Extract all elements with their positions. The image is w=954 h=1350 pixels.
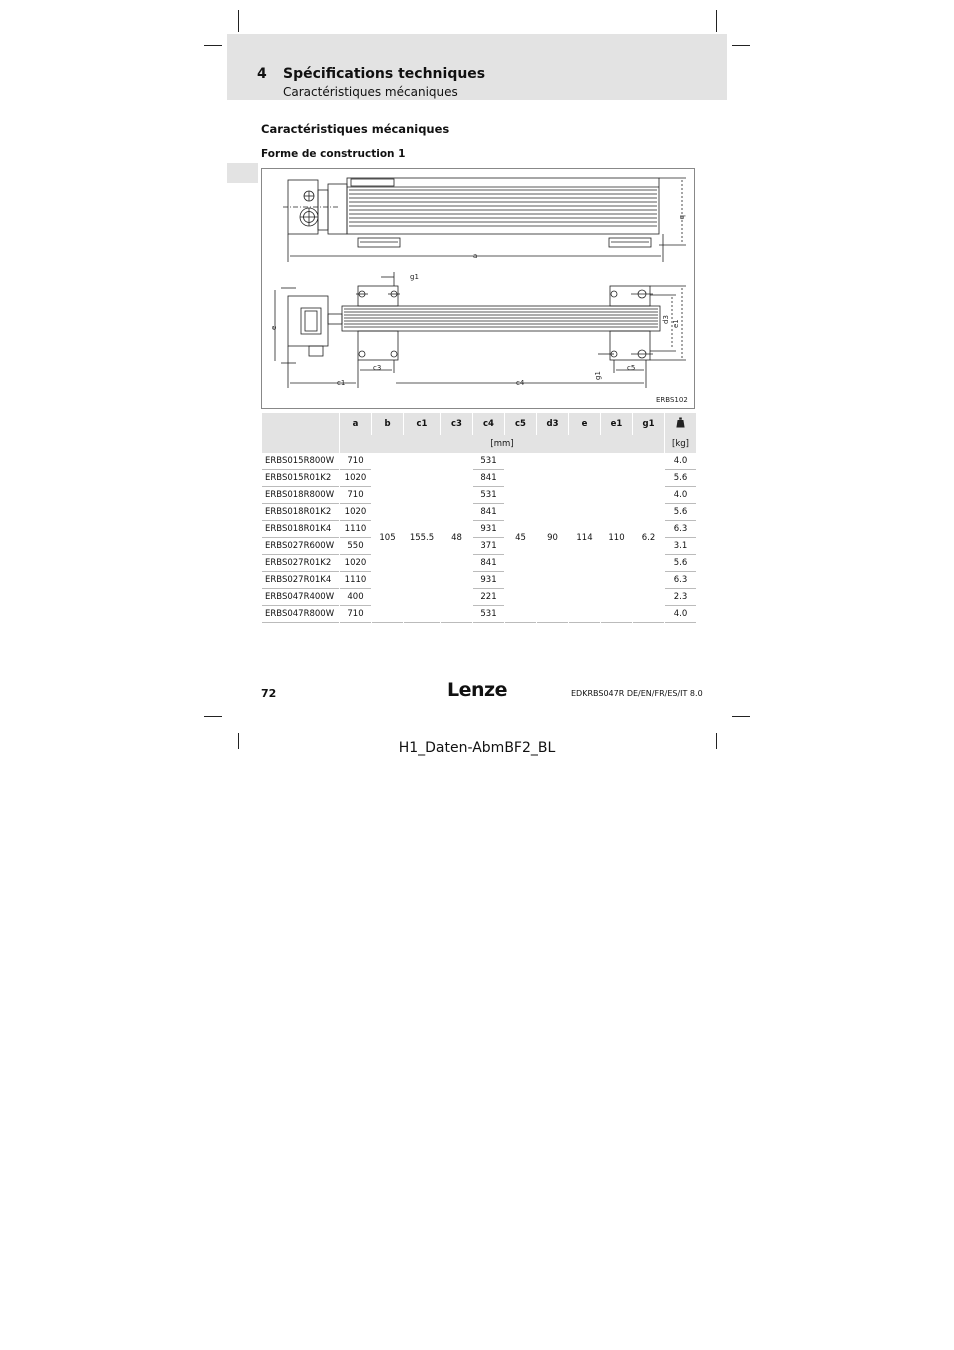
dim-label-d3: d3 — [662, 315, 670, 324]
cell-c4: 931 — [473, 521, 504, 538]
cell-weight: 2.3 — [665, 589, 696, 606]
col-header-a: a — [340, 413, 371, 435]
cell-weight: 4.0 — [665, 487, 696, 504]
table-row — [262, 453, 696, 470]
cell-a: 1020 — [340, 470, 371, 487]
cell-weight: 4.0 — [665, 453, 696, 470]
cell-model: ERBS018R800W — [262, 487, 339, 504]
table-header-row — [262, 413, 696, 435]
cell-weight: 5.6 — [665, 504, 696, 521]
dim-label-c5: c5 — [627, 364, 636, 372]
cell-model: ERBS015R01K2 — [262, 470, 339, 487]
cell-a: 1020 — [340, 555, 371, 572]
cell-c3: 48 — [441, 453, 472, 623]
cell-c4: 221 — [473, 589, 504, 606]
document-reference: EDKRBS047R DE/EN/FR/ES/IT 8.0 — [571, 689, 703, 698]
crop-mark — [716, 10, 717, 32]
cell-c4: 371 — [473, 538, 504, 555]
col-header-c1: c1 — [404, 413, 440, 435]
cell-b: 105 — [372, 453, 403, 623]
cell-model: ERBS027R600W — [262, 538, 339, 555]
crop-mark — [732, 716, 750, 717]
cell-weight: 4.0 — [665, 606, 696, 623]
col-header-c5: c5 — [505, 413, 536, 435]
cell-a: 550 — [340, 538, 371, 555]
dim-label-g1-bottom: g1 — [594, 371, 602, 380]
col-header-e1: e1 — [601, 413, 632, 435]
unit-mm: [mm] — [340, 435, 664, 453]
cell-c4: 841 — [473, 555, 504, 572]
col-header-e: e — [569, 413, 600, 435]
cell-e1: 110 — [601, 453, 632, 623]
cell-a: 1020 — [340, 504, 371, 521]
dimensions-table — [261, 413, 697, 623]
cell-c4: 931 — [473, 572, 504, 589]
dim-label-e1: e1 — [672, 319, 680, 328]
cell-weight: 5.6 — [665, 470, 696, 487]
cell-weight: 6.3 — [665, 572, 696, 589]
unit-kg: [kg] — [665, 435, 696, 453]
cell-a: 1110 — [340, 572, 371, 589]
cell-d3: 90 — [537, 453, 568, 623]
cell-g1: 6.2 — [633, 453, 664, 623]
col-header-b: b — [372, 413, 403, 435]
col-header-c4: c4 — [473, 413, 504, 435]
weight-icon — [676, 417, 685, 428]
cell-model: ERBS027R01K4 — [262, 572, 339, 589]
col-header-d3: d3 — [537, 413, 568, 435]
dim-label-c1: c1 — [337, 379, 346, 387]
col-header-g1: g1 — [633, 413, 664, 435]
technical-drawing — [261, 168, 695, 409]
chapter-subtitle: Caractéristiques mécaniques — [283, 85, 458, 99]
cell-a: 710 — [340, 453, 371, 470]
col-header-weight — [665, 413, 696, 435]
crop-mark — [732, 45, 750, 46]
cell-a: 400 — [340, 589, 371, 606]
dim-label-b: b — [678, 215, 686, 220]
cell-model: ERBS015R800W — [262, 453, 339, 470]
cell-weight: 5.6 — [665, 555, 696, 572]
dim-label-c3: c3 — [373, 364, 382, 372]
cell-model: ERBS047R800W — [262, 606, 339, 623]
cell-model: ERBS018R01K2 — [262, 504, 339, 521]
crop-mark — [204, 45, 222, 46]
cell-c5: 45 — [505, 453, 536, 623]
cell-c1: 155.5 — [404, 453, 440, 623]
dim-label-c4: c4 — [516, 379, 525, 387]
cell-c4: 531 — [473, 606, 504, 623]
cell-c4: 841 — [473, 504, 504, 521]
dim-label-e: e — [270, 325, 278, 330]
cell-a: 1110 — [340, 521, 371, 538]
cell-e: 114 — [569, 453, 600, 623]
cell-a: 710 — [340, 487, 371, 504]
cell-c4: 531 — [473, 453, 504, 470]
cell-a: 710 — [340, 606, 371, 623]
cell-model: ERBS018R01K4 — [262, 521, 339, 538]
drawing-ref: ERBS102 — [656, 396, 688, 404]
lenze-logo: Lenze — [447, 679, 507, 701]
section-title: Caractéristiques mécaniques — [261, 122, 450, 136]
crop-mark — [204, 716, 222, 717]
crop-mark — [238, 10, 239, 32]
chapter-title: Spécifications techniques — [283, 66, 486, 82]
col-header-c3: c3 — [441, 413, 472, 435]
cell-model: ERBS047R400W — [262, 589, 339, 606]
cell-c4: 841 — [473, 470, 504, 487]
cell-model: ERBS027R01K2 — [262, 555, 339, 572]
footer-note: H1_Daten-AbmBF2_BL — [398, 740, 556, 756]
page-number: 72 — [261, 687, 277, 700]
side-tab — [227, 163, 258, 183]
col-header-model — [262, 413, 339, 453]
subsection-title: Forme de construction 1 — [261, 148, 406, 160]
cell-weight: 6.3 — [665, 521, 696, 538]
dim-label-a: a — [473, 252, 478, 260]
dim-label-g1: g1 — [410, 273, 419, 281]
cell-c4: 531 — [473, 487, 504, 504]
cell-weight: 3.1 — [665, 538, 696, 555]
chapter-number: 4 — [257, 66, 267, 82]
